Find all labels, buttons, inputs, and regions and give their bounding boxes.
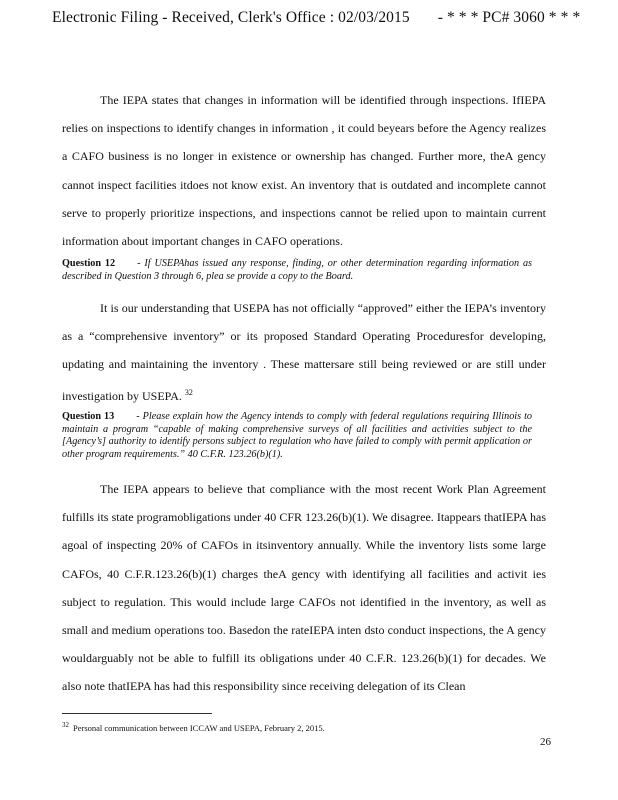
footnote-reference: 32 [184,387,193,397]
paragraph-3-text: The IEPA appears to believe that compliance with the most recent Work Plan Agreement fulfills its state programobligations under 40 CFR 123.26(b)(1). We disagree. Itappears thatIEPA has agoal of inspecting 20% of CAFOs in itsinventory annually. While the inventory lists some large CAFOs, 40 C.F.R.123.26(b)(1) charges theA gency with identifying all facilities and activit ies subject to regulation. This would include large CAFOs not identified in the inventory, as well as small and medium operations too. Basedon the rateIEPA inten dsto conduct inspections, the A gency wouldarguably not be able to fulfill its obligations under 40 C.F.R. 123.26(b)(1) for decades. We also note thatIEPA has had this responsibility since receiving delegation of its Clean [62,482,546,694]
footnote-number: 32 [62,721,69,729]
page-number: 26 [540,736,551,748]
paragraph-inventory-inspections [62,86,546,255]
question-13-text: - Please explain how the Agency intends to comply with federal regulations requiring Illinois to maintain a program “capable of making comprehensive surveys of all facilities and activities subject to the [Agency’s] authority to identify persons subject to regulation who have failed to comply with permit application or other program requirements.” 40 C.F.R. 123.26(b)(1). [62,411,532,460]
paragraph-2-text: It is our understanding that USEPA has not officially “approved” either the IEPA’s inventory as a “comprehensive inventory” or its proposed Standard Operating Proceduresfor developing, updating and maintaining the inventory . These mattersare still being reviewed or are still under investigation by USEPA. [62,301,546,403]
pc-number: - * * * PC# 3060 * * * [437,9,581,26]
question-12-label: Question 12 [62,258,116,269]
filing-stamp: Electronic Filing - Received, Clerk's Office : 02/03/2015 [52,9,410,26]
paragraph-1-text: The IEPA states that changes in information will be identified through inspections. IfIEPA relies on inspections to identify changes in information , it could beyears before the Agency realizes a CAFO business is no longer in existence or ownership has changed. Further more, theA gency cannot inspect facilities itdoes not know exist. An inventory that is outdated and incomplete cannot serve to properly prioritize inspections, and inspections cannot be relied upon to maintain current information about important changes in CAFO operations. [62,93,546,249]
question-12 [62,258,532,283]
paragraph-work-plan [62,475,546,701]
paragraph-usepa-approval [62,294,546,410]
question-12-text: - If USEPAhas issued any response, finding, or other determination regarding information as described in Question 3 through 6, plea se provide a copy to the Board. [62,258,532,282]
footnote-divider [62,713,212,714]
question-13-label: Question 13 [62,411,115,422]
filing-header [52,9,592,27]
question-13 [62,411,532,461]
footnote-text: Personal communication between ICCAW and USEPA, February 2, 2015. [73,722,325,733]
footnote [62,721,325,733]
